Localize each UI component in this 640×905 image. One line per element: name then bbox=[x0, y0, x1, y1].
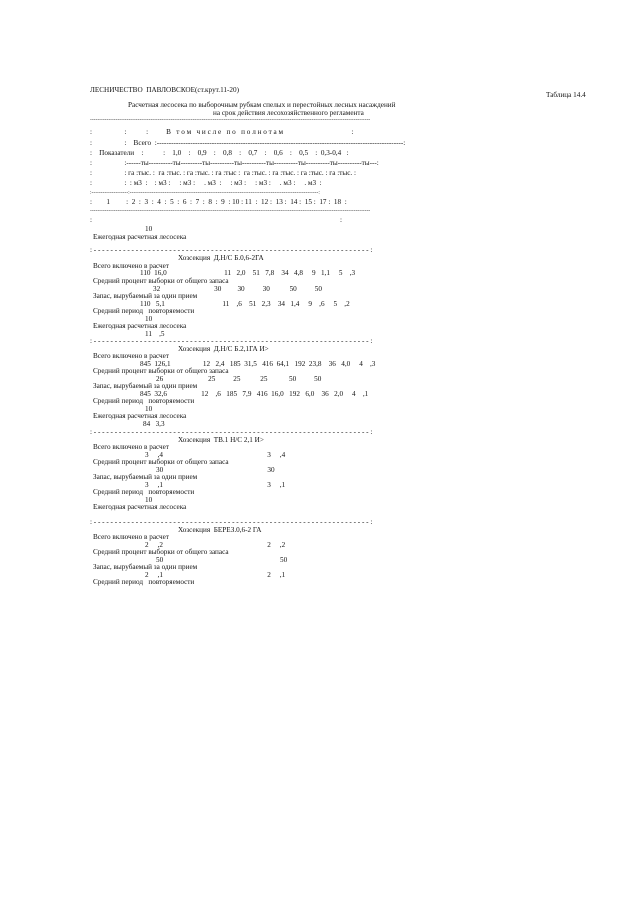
row-values: 2 ,1 2 ,1 bbox=[145, 571, 286, 579]
row-label: Запас, вырубаемый за один прием bbox=[93, 382, 198, 390]
row-label: Средний период повторяемости bbox=[93, 578, 195, 586]
row-label: Всего включено в расчет bbox=[93, 443, 169, 451]
table-number: Таблица 14.4 bbox=[546, 91, 586, 99]
row-label: Средний процент выборки от общего запаса bbox=[93, 277, 229, 285]
colon-left: : bbox=[90, 216, 92, 224]
header-row-1: : : : В т о м ч и с л е п о п о л н о т а м : bbox=[90, 128, 354, 136]
row-label: Средний процент выборки от общего запаса bbox=[93, 367, 229, 375]
header-row-5: : : га :тыс. : га :тыс. : га :тыс. : га :тыс : га :тыс. : га :тыс. : га :тыс. : га :тыс. : bbox=[90, 169, 356, 177]
colon-right: : bbox=[340, 216, 342, 224]
row-values: 110 16,0 11 2,0 51 7,8 34 4,8 9 1,1 5 ,3 bbox=[140, 269, 356, 277]
row-values: 845 126,1 12 2,4 185 31,5 416 64,1 192 23,8 36 4,0 4 ,3 bbox=[140, 360, 376, 368]
section-title: Хозсекция БЕРЕЗ.0,6-2 ГА bbox=[178, 526, 262, 534]
row-values: 84 3,3 bbox=[143, 420, 165, 428]
forestry-title: ЛЕСНИЧЕСТВО ПАВЛОВСКОЕ(ст.кpут.11-20) bbox=[90, 86, 239, 94]
row-label: Запас, вырубаемый за один прием bbox=[93, 473, 198, 481]
row-values: 50 50 bbox=[156, 556, 288, 564]
row-label: Ежегодная расчетная лесосека bbox=[93, 412, 187, 420]
section-title: Хозсекция Д.Н/С Б.2,1ГА И> bbox=[178, 345, 269, 353]
header-row-4: : :------ты----------ты---------ты----------ты----------ты----------ты----------ты----------ты---: bbox=[90, 159, 379, 167]
document-title: Расчетная лесосека по выборочным рубкам спелых и перестойных лесных насаждений bbox=[128, 101, 396, 109]
row-label: Средний период повторяемости bbox=[93, 307, 195, 315]
row-label: Средний период повторяемости bbox=[93, 397, 195, 405]
section-divider: : - - - - - - - - - - - - - - - - - - - - - - - - - - - - - - - - - - - - - - - - - - - - - - - - - - - - - - - - - - - - - - - - - - : bbox=[90, 246, 373, 254]
row-label: Всего включено в расчет bbox=[93, 533, 169, 541]
row-label: Всего включено в расчет bbox=[93, 262, 169, 270]
section-divider: : - - - - - - - - - - - - - - - - - - - - - - - - - - - - - - - - - - - - - - - - - - - - - - - - - - - - - - - - - - - - - - - - - - : bbox=[90, 518, 373, 526]
header-row-numbers: : 1 : 2 : 3 : 4 : 5 : 6 : 7 : 8 : 9 : 10 : 11 : 12 : 13 : 14 : 15 : 17 : 18 : bbox=[90, 198, 347, 206]
section-divider: : - - - - - - - - - - - - - - - - - - - - - - - - - - - - - - - - - - - - - - - - - - - - - - - - - - - - - - - - - - - - - - - - - - : bbox=[90, 337, 373, 345]
row-values: 3 ,4 3 ,4 bbox=[145, 451, 286, 459]
header-row-2: : : Всего :-------------------------------------------------------------------------------------------------------: bbox=[90, 139, 406, 147]
row-values: 10 bbox=[145, 496, 153, 504]
row-values: 10 bbox=[145, 315, 153, 323]
row-values: 32 30 30 30 50 50 bbox=[153, 285, 322, 293]
section-title: Хозсекция ТВ.1 Н/С 2,1 И> bbox=[178, 436, 264, 444]
intro-value: 10 bbox=[145, 225, 153, 233]
rule-top: --------------------------------------------------------------------------------------------------------------------------------------------------------- bbox=[90, 117, 371, 123]
row-label: Ежегодная расчетная лесосека bbox=[93, 503, 187, 511]
row-label: Всего включено в расчет bbox=[93, 352, 169, 360]
section-divider: : - - - - - - - - - - - - - - - - - - - - - - - - - - - - - - - - - - - - - - - - - - - - - - - - - - - - - - - - - - - - - - - - - - : bbox=[90, 428, 373, 436]
row-values: 11 ,5 bbox=[145, 330, 165, 338]
row-values: 3 ,1 3 ,1 bbox=[145, 481, 286, 489]
rule-bottom: --------------------------------------------------------------------------------------------------------------------------------------------------------- bbox=[90, 208, 371, 214]
row-label: Запас, вырубаемый за один прием bbox=[93, 292, 198, 300]
row-values: 26 25 25 25 50 50 bbox=[156, 375, 322, 383]
row-values: 30 30 bbox=[156, 466, 275, 474]
header-row-3: : Показатели : : 1,0 : 0,9 : 0,8 : 0,7 : 0,6 : 0,5 : 0,3-0,4 : bbox=[90, 149, 349, 157]
row-label: Ежегодная расчетная лесосека bbox=[93, 322, 187, 330]
intro-label: Ежегодная расчетная лесосека bbox=[93, 233, 187, 241]
header-row-6: : : : м3 : : м3 : : м3 : . м3 : : м3 : : м3 : . м3 : . м3 : bbox=[90, 179, 322, 187]
row-label: Средний процент выборки от общего запаса bbox=[93, 458, 229, 466]
row-values: 845 32,6 12 ,6 185 7,9 416 16,0 192 6,0 36 2,0 4 ,1 bbox=[140, 390, 369, 398]
row-values: 2 ,2 2 ,2 bbox=[145, 541, 286, 549]
row-values: 10 bbox=[145, 405, 153, 413]
document-subtitle: на срок действия лесохозяйственного регламента bbox=[213, 109, 364, 117]
row-values: 110 5,1 11 ,6 51 2,3 34 1,4 9 ,6 5 ,2 bbox=[140, 300, 350, 308]
row-label: Запас, вырубаемый за один прием bbox=[93, 563, 198, 571]
rule-mid: :--------------------:-------------------------------------------------------------------------------------------------------: bbox=[90, 190, 320, 196]
section-title: Хозсекция Д.Н/С Б.0,6-2ГА bbox=[178, 254, 264, 262]
row-label: Средний период повторяемости bbox=[93, 488, 195, 496]
row-label: Средний процент выборки от общего запаса bbox=[93, 548, 229, 556]
